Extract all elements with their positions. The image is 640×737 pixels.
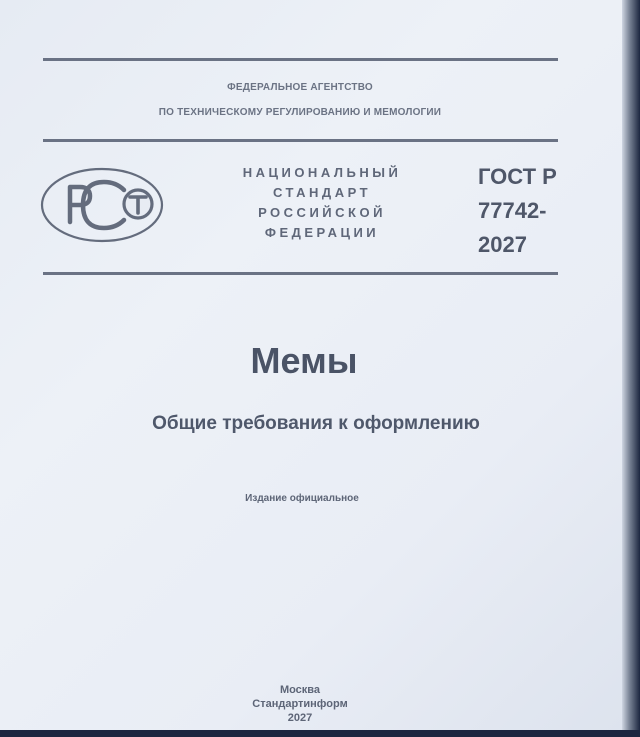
publication-footer <box>0 683 600 725</box>
national-standard-line3: РОССИЙСКОЙ <box>258 205 386 220</box>
national-standard-heading <box>232 163 412 243</box>
header-bottom-rule <box>43 272 558 275</box>
document-subtitle: Общие требования к оформлению <box>152 413 480 434</box>
designation-line1: ГОСТ Р <box>478 164 557 189</box>
publication-city: Москва <box>279 684 321 696</box>
agency-rule <box>43 139 558 142</box>
document-title: Мемы <box>250 340 358 381</box>
national-standard-line2: СТАНДАРТ <box>272 185 372 200</box>
national-standard-line1: НАЦИОНАЛЬНЫЙ <box>242 165 402 180</box>
designation-line2: 77742- <box>478 198 547 223</box>
publication-year: 2027 <box>287 712 313 724</box>
top-rule <box>43 58 558 61</box>
national-standard-line4: ФЕДЕРАЦИИ <box>264 225 380 240</box>
rst-certification-mark-icon <box>40 165 168 245</box>
agency-name-line1: ФЕДЕРАЛЬНОЕ АГЕНТСТВО <box>227 82 373 93</box>
edition-note: Издание официальное <box>245 493 359 504</box>
designation-line3: 2027 <box>478 232 527 257</box>
standard-designation <box>478 160 557 262</box>
agency-name-line2: ПО ТЕХНИЧЕСКОМУ РЕГУЛИРОВАНИЮ И МЕМОЛОГИИ <box>158 107 442 118</box>
publisher-name: Стандартинформ <box>252 698 348 710</box>
